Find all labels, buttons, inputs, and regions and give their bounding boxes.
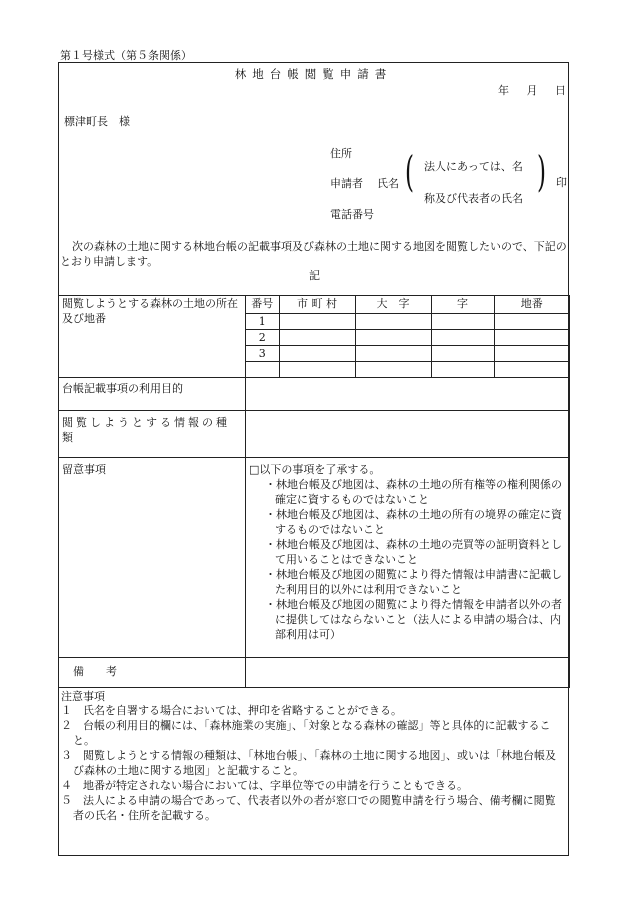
- remark-item: ・林地台帳及び地図の閲覧により得た情報を申請者以外の者に提供してはならないこと（法人による申請の場合は、内部利用は可）: [265, 598, 562, 641]
- municipality-input[interactable]: [279, 313, 355, 329]
- oaza-input[interactable]: [355, 313, 431, 329]
- right-bracket: ): [537, 147, 547, 196]
- table-row: [246, 361, 569, 377]
- aza-input[interactable]: [431, 313, 494, 329]
- row-number: 2: [246, 329, 279, 345]
- purpose-input[interactable]: [246, 378, 570, 411]
- note-item: ３ 閲覧しようとする情報の種類は、「林地台帳」、「森林の土地に関する地図」、或いは「林地台帳及び森林の土地に関する地図」と記載すること。: [61, 749, 556, 777]
- remark-item: ・林地台帳及び地図は、森林の土地の所有権等の権利関係の確定に資するものではないこと: [265, 478, 562, 506]
- purpose-label: 台帳記載事項の利用目的: [59, 378, 246, 411]
- oaza-input[interactable]: [355, 345, 431, 361]
- lot-input[interactable]: [494, 329, 569, 345]
- remarks-label: 留意事項: [59, 458, 246, 658]
- corporate-note-line1: 法人にあっては、名: [424, 160, 523, 173]
- ki-label: 記: [309, 269, 320, 282]
- note-item: ５ 法人による申請の場合であって、代表者以外の者が窓口での閲覧申請を行う場合、備考欄に閲覧者の氏名・住所を記載する。: [61, 794, 556, 822]
- biko-label: 備 考: [59, 658, 246, 688]
- header-number: 番号: [246, 296, 279, 313]
- oaza-input[interactable]: [355, 329, 431, 345]
- table-row: [246, 345, 569, 361]
- intro-text: 次の森林の土地に関する林地台帳の記載事項及び森林の土地に関する地図を閲覧したいので、下記のとおり申請します。: [60, 240, 567, 268]
- remark-item: ・林地台帳及び地図の閲覧により得た情報は申請書に記載した利用目的以外には利用できないこと: [265, 568, 562, 596]
- address-label: 住所: [330, 147, 352, 160]
- municipality-input[interactable]: [279, 361, 355, 377]
- form-title: 林地台帳閲覧申請書: [234, 67, 393, 81]
- header-municipality: 市 町 村: [279, 296, 355, 313]
- row-number: 3: [246, 345, 279, 361]
- row-number: [246, 361, 279, 377]
- lot-input[interactable]: [494, 345, 569, 361]
- left-bracket: (: [405, 147, 415, 196]
- form-number-label: 第１号様式（第５条関係）: [60, 49, 192, 62]
- addressee: 標津町長 様: [64, 115, 130, 128]
- consent-checkbox[interactable]: □以下の事項を了承する。: [249, 463, 381, 476]
- note-item: ２ 台帳の利用目的欄には、「森林施業の実施」、「対象となる森林の確認」等と具体的に記載すること。: [61, 719, 551, 747]
- application-form: [58, 62, 569, 856]
- location-table: [246, 296, 569, 377]
- table-row: [246, 313, 569, 329]
- phone-label: 電話番号: [330, 208, 374, 221]
- lot-input[interactable]: [494, 313, 569, 329]
- header-lot-number: 地番: [494, 296, 569, 313]
- remark-item: ・林地台帳及び地図は、森林の土地の売買等の証明資料として用いることはできないこと: [265, 538, 562, 566]
- notes-list: [61, 703, 566, 823]
- biko-input[interactable]: [246, 658, 570, 688]
- municipality-input[interactable]: [279, 345, 355, 361]
- location-cell: [246, 296, 570, 378]
- corporate-note-line2: 称及び代表者の氏名: [424, 192, 523, 205]
- remark-item: ・林地台帳及び地図は、森林の土地の所有の境界の確定に資するものではないこと: [265, 508, 562, 536]
- location-label: 閲覧しようとする森林の土地の所在及び地番: [59, 296, 246, 378]
- municipality-input[interactable]: [279, 329, 355, 345]
- remarks-content: [246, 458, 570, 658]
- aza-input[interactable]: [431, 361, 494, 377]
- notes-title: 注意事項: [61, 690, 105, 703]
- seal-mark: 印: [556, 176, 567, 189]
- application-table: [58, 295, 570, 688]
- applicant-label: 申請者: [330, 177, 363, 190]
- date-line: 年 月 日: [498, 84, 566, 97]
- header-oaza: 大 字: [355, 296, 431, 313]
- header-aza: 字: [431, 296, 494, 313]
- aza-input[interactable]: [431, 329, 494, 345]
- row-number: 1: [246, 313, 279, 329]
- note-item: １ 氏名を自署する場合においては、押印を省略することができる。: [61, 704, 402, 717]
- lot-input[interactable]: [494, 361, 569, 377]
- info-type-input[interactable]: [246, 411, 570, 458]
- table-row: [246, 329, 569, 345]
- info-type-label: 閲覧しようとする情報の種類: [59, 411, 246, 458]
- oaza-input[interactable]: [355, 361, 431, 377]
- note-item: ４ 地番が特定されない場合においては、字単位等での申請を行うこともできる。: [61, 779, 468, 792]
- name-label: 氏名: [377, 177, 399, 190]
- aza-input[interactable]: [431, 345, 494, 361]
